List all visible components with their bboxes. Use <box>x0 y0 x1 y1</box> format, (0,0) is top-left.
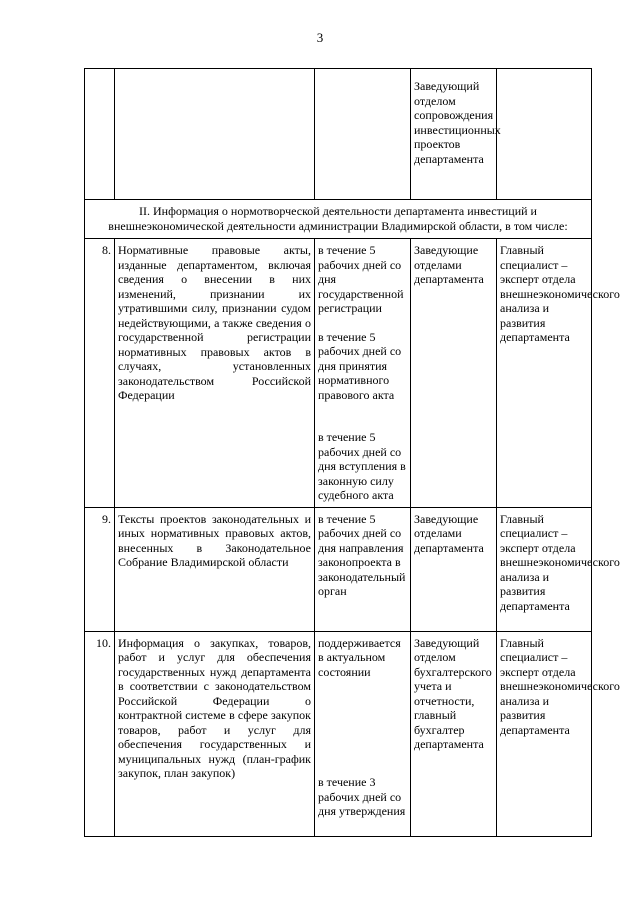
row-contact: Главный специалист – эксперт отдела внешнеэкономического анализа и развития департамента <box>497 239 592 508</box>
row-number: 9. <box>85 507 115 631</box>
row-description: Тексты проектов законодательных и иных нормативных правовых актов, внесенных в Законодательное Собрание Владимирской области <box>115 507 315 631</box>
row-contact: Главный специалист – эксперт отдела внешнеэкономического анализа и развития департамента <box>497 507 592 631</box>
deadline-text: поддерживается в актуальном состоянии <box>318 635 401 679</box>
description-cell <box>115 69 315 200</box>
row-deadlines <box>315 239 411 508</box>
deadline-text: в течение 5 рабочих дней со дня принятия нормативного правового акта <box>318 329 402 402</box>
deadline-text: в течение 5 рабочих дней со дня направления законопроекта в законодательный орган <box>318 511 406 598</box>
page-number: 3 <box>316 30 324 45</box>
section-heading-row <box>85 200 592 239</box>
deadline-text: в течение 5 рабочих дней со дня государственной регистрации <box>318 243 404 315</box>
row-deadlines <box>315 631 411 836</box>
row-description: Информация о закупках, товаров, работ и услуг для обеспечения государственных нужд департамента в соответствии с законодательством Российской Федерации о контрактной системе в сфере закупок товаров, работ и услуг для обеспечения государственных и муниципальных нужд (план-график закупок, план закупок) <box>115 631 315 836</box>
table-row <box>85 631 592 836</box>
row-number: 8. <box>85 239 115 508</box>
responsible-cell: Заведующий отделом сопровождения инвестиционных проектов департамента <box>411 69 497 200</box>
information-table <box>84 68 620 837</box>
row-responsible: Заведующие отделами департамента <box>411 239 497 508</box>
table-row <box>85 69 592 200</box>
deadline-text: в течение 5 рабочих дней со дня вступления в законную силу судебного акта <box>318 430 406 502</box>
deadline-cell <box>315 69 411 200</box>
deadline-text: в течение 3 рабочих дней со дня утверждения <box>318 775 406 818</box>
section-heading: II. Информация о нормотворческой деятельности департамента инвестиций и внешнеэкономической деятельности администрации Владимирской области, в том числе: <box>85 200 592 239</box>
row-description: Нормативные правовые акты, изданные департаментом, включая сведения о внесении в них изменений, признании их утратившими силу, признании судом недействующими, а также сведения о государственной регистрации нормативных правовых актов в случаях, установленных законодательством Российской Федерации <box>115 239 315 508</box>
table-row <box>85 239 592 508</box>
row-responsible: Заведующие отделами департамента <box>411 507 497 631</box>
row-contact: Главный специалист – эксперт отдела внешнеэкономического анализа и развития департамента <box>497 631 592 836</box>
row-responsible: Заведующий отделом бухгалтерского учета и отчетности, главный бухгалтер департамента <box>411 631 497 836</box>
contact-cell <box>497 69 592 200</box>
row-number-cell <box>85 69 115 200</box>
row-number: 10. <box>85 631 115 836</box>
row-deadlines <box>315 507 411 631</box>
table-row <box>85 507 592 631</box>
